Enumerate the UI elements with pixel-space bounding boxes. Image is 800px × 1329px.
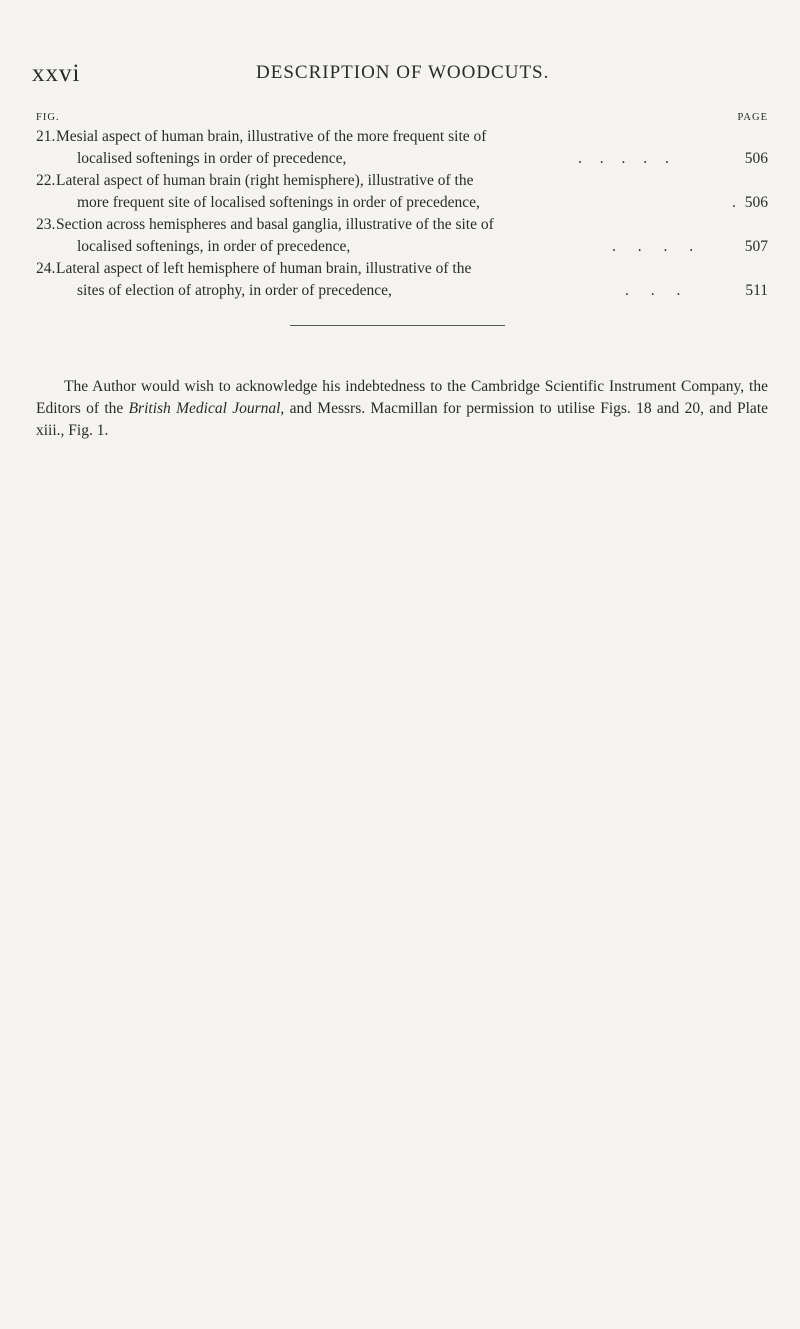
acknowledgement-paragraph bbox=[36, 376, 768, 442]
entry-leader-dots: . . . bbox=[625, 282, 681, 299]
entry-number: 23. bbox=[36, 216, 56, 233]
page-number: xxvi bbox=[32, 60, 81, 87]
journal-title: British Medical Journal bbox=[128, 399, 281, 417]
entry-description-line1: Lateral aspect of human brain (right hemisphere), illustrative of the bbox=[56, 172, 474, 189]
woodcut-entry bbox=[36, 258, 768, 302]
entry-description-line1: Lateral aspect of left hemisphere of human brain, illustrative of the bbox=[56, 260, 472, 277]
woodcut-entry bbox=[36, 170, 768, 214]
woodcut-entry bbox=[36, 214, 768, 258]
page-column-label: PAGE bbox=[737, 112, 768, 123]
entry-leader-dots: . . . . . bbox=[578, 150, 669, 167]
entry-description-line2: more frequent site of localised softenings in order of precedence, bbox=[77, 194, 480, 211]
entry-number: 21. bbox=[36, 128, 56, 145]
entry-page: 507 bbox=[744, 238, 768, 255]
entry-number: 24. bbox=[36, 260, 56, 277]
acknowledgement-text-start: The Author would wish to acknowledge his indebtedness to the Cambridge Scientific Instrument Company, the Editors of the bbox=[36, 377, 768, 417]
entry-page: 506 bbox=[744, 194, 768, 211]
entry-leader-dots: . bbox=[732, 194, 736, 211]
entry-description-line1: Section across hemispheres and basal ganglia, illustrative of the site of bbox=[56, 216, 494, 233]
entry-description-line2: localised softenings, in order of precedence, bbox=[77, 238, 351, 255]
acknowledgement-text-end: , and Messrs. Macmillan for permission to utilise Figs. 18 and 20, and Plate xiii., Fig. 1. bbox=[36, 399, 768, 439]
section-divider bbox=[290, 325, 505, 326]
entry-description-line1: Mesial aspect of human brain, illustrative of the more frequent site of bbox=[56, 128, 487, 145]
fig-column-label: FIG. bbox=[36, 112, 60, 123]
entry-page: 511 bbox=[745, 282, 768, 299]
woodcut-list bbox=[36, 126, 768, 302]
entry-description-line2: sites of election of atrophy, in order of precedence, bbox=[77, 282, 392, 299]
running-head: DESCRIPTION OF WOODCUTS. bbox=[256, 62, 550, 83]
entry-description-line2: localised softenings in order of precedence, bbox=[77, 150, 347, 167]
entry-leader-dots: . . . . bbox=[612, 238, 694, 255]
woodcut-entry bbox=[36, 126, 768, 170]
entry-number: 22. bbox=[36, 172, 56, 189]
entry-page: 506 bbox=[744, 150, 768, 167]
